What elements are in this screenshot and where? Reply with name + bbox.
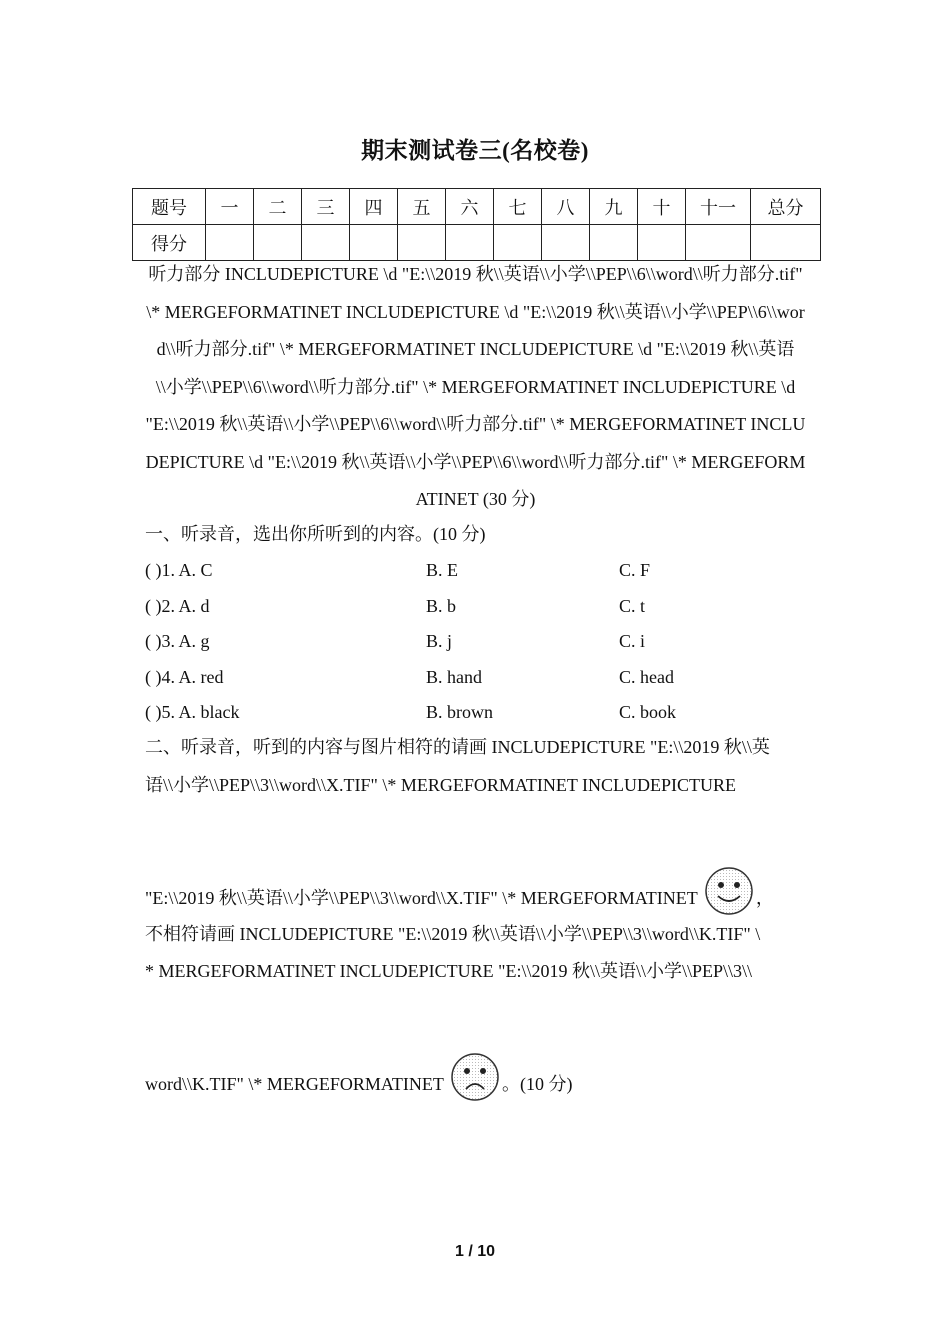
question-3-stem: ( )3. A. g — [145, 631, 210, 651]
section2-line-3-end: ， — [755, 888, 774, 908]
table-cell: 得分 — [133, 225, 206, 261]
table-cell: 五 — [398, 189, 446, 225]
listening-section-header: 听力部分 INCLUDEPICTURE \d "E:\\2019 秋\\英语\\小学\\PEP\\6\\word\\听力部分.tif" \* MERGEFORMATINET INCLUDEPICTURE \d "E:\\2019 秋\\英语\\小学\\PEP\\6\\word\\听力部分.tif" \* MERGEFORMATINET INCLUDEPICTURE \d "E:\\2019 秋\\英语\\小学\\PEP\\6\\word\\听力部分.tif" \* MERGEFORMATINET INCLUDEPICTURE \d "E:\\2019 秋\\英语\\小学\\PEP\\6\\word\\听力部分.tif" \* MERGEFORMATINET INCLUDEPICTURE \d "E:\\2019 秋\\英语\\小学\\PEP\\6\\word\\听力部分.tif" \* MERGEFORMATINET (30 分) — [145, 264, 806, 509]
question-1-option-c: C. F — [619, 560, 651, 580]
table-cell: 七 — [494, 189, 542, 225]
sad-face-icon — [450, 1052, 500, 1108]
section2-line-4: 不相符请画 INCLUDEPICTURE "E:\\2019 秋\\英语\\小学\\PEP\\3\\word\\K.TIF" \ — [145, 924, 761, 944]
table-cell: 九 — [590, 189, 638, 225]
table-cell: 题号 — [133, 189, 206, 225]
question-3-option-b: B. j — [426, 631, 453, 651]
question-5-option-c: C. book — [619, 702, 677, 722]
table-cell: 三 — [302, 189, 350, 225]
section2-line-6-row — [145, 1052, 573, 1108]
score-table — [132, 188, 821, 261]
section2-line-6: word\\K.TIF" \* MERGEFORMATINET — [145, 1074, 444, 1094]
question-1-option-b: B. E — [426, 560, 459, 580]
table-cell: 二 — [254, 189, 302, 225]
question-4-option-b: B. hand — [426, 667, 482, 687]
page-number: 1 / 10 — [454, 1243, 496, 1260]
section1-heading: 一、听录音，选出你所听到的内容。(10 分) — [145, 524, 486, 544]
question-2-option-c: C. t — [619, 596, 646, 616]
question-5-stem: ( )5. A. black — [145, 702, 240, 722]
question-2-option-b: B. b — [426, 596, 457, 616]
question-4-stem: ( )4. A. red — [145, 667, 224, 687]
question-1-stem: ( )1. A. C — [145, 560, 213, 580]
question-5-option-b: B. brown — [426, 702, 493, 722]
section2-line-3: "E:\\2019 秋\\英语\\小学\\PEP\\3\\word\\X.TIF" \* MERGEFORMATINET — [145, 888, 698, 908]
table-cell: 十一 — [686, 189, 751, 225]
table-cell: 八 — [542, 189, 590, 225]
page-title: 期末测试卷三(名校卷) — [361, 138, 589, 163]
question-2-stem: ( )2. A. d — [145, 596, 210, 616]
table-cell: 六 — [446, 189, 494, 225]
section2-line-6-end: 。(10 分) — [502, 1074, 573, 1094]
table-cell: 十 — [638, 189, 686, 225]
question-3-option-c: C. i — [619, 631, 646, 651]
section2-line-1: 二、听录音，听到的内容与图片相符的请画 INCLUDEPICTURE "E:\\2019 秋\\英 — [145, 737, 770, 757]
table-cell: 四 — [350, 189, 398, 225]
score-table-header-row — [133, 189, 821, 225]
table-cell: 一 — [206, 189, 254, 225]
smiley-face-icon — [704, 866, 754, 922]
section2-line-5: * MERGEFORMATINET INCLUDEPICTURE "E:\\2019 秋\\英语\\小学\\PEP\\3\\ — [145, 961, 753, 981]
section2-line-2: 语\\小学\\PEP\\3\\word\\X.TIF" \* MERGEFORMATINET INCLUDEPICTURE — [145, 775, 737, 795]
section2-line-3-row — [145, 866, 774, 922]
table-cell: 总分 — [751, 189, 821, 225]
question-4-option-c: C. head — [619, 667, 674, 687]
